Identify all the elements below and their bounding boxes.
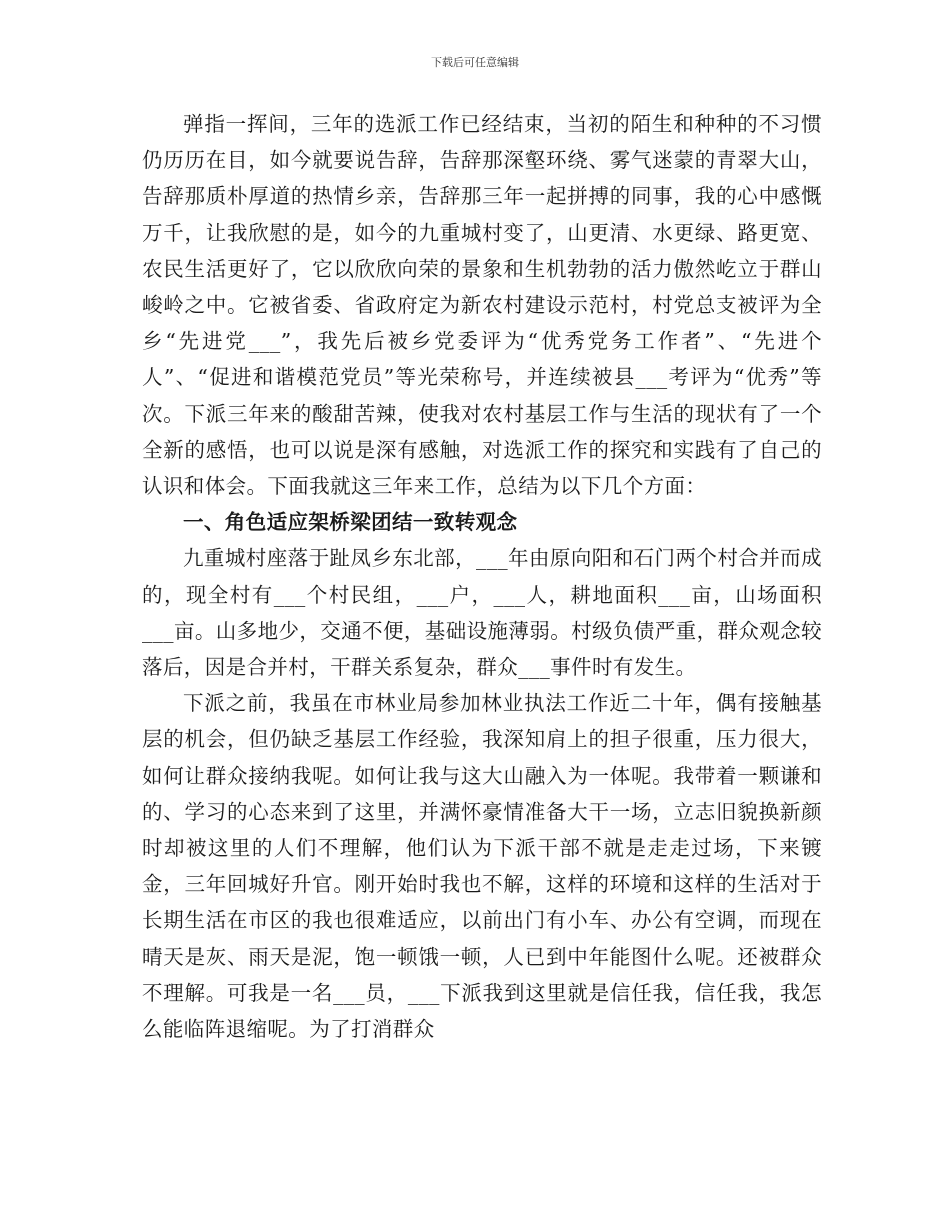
paragraph-intro: 弹指一挥间，三年的选派工作已经结束，当初的陌生和种种的不习惯仍历历在目，如今就要说告辞，告辞那深壑环绕、雾气迷蒙的青翠大山，告辞那质朴厚道的热情乡亲，告辞那三年一起拼搏的同事，我的心中感慨万千，让我欣慰的是，如今的九重城村变了，山更清、水更绿、路更宽、农民生活更好了，它以欣欣向荣的景象和生机勃勃的活力傲然屹立于群山峻岭之中。它被省委、省政府定为新农村建设示范村，村党总支被评为全乡“先进党___”，我先后被乡党委评为“优秀党务工作者”、“先进个人”、“促进和谐模范党员”等光荣称号，并连续被县___考评为“优秀”等次。下派三年来的酸甜苦辣，使我对农村基层工作与生活的现状有了一个全新的感悟，也可以说是深有感触，对选派工作的探究和实践有了自己的认识和体会。下面我就这三年来工作，总结为以下几个方面： — [142, 112, 822, 499]
document-body — [142, 106, 822, 1047]
page-header: 下载后可任意编辑 — [431, 56, 519, 69]
paragraph-experience: 下派之前，我虽在市林业局参加林业执法工作近二十年，偶有接触基层的机会，但仍缺乏基层工作经验，我深知肩上的担子很重，压力很大，如何让群众接纳我呢。如何让我与这大山融入为一体呢。我带着一颗谦和的、学习的心态来到了这里，并满怀豪情准备大干一场，立志旧貌换新颜时却被这里的人们不理解，他们认为下派干部不就是走走过场，下来镀金，三年回城好升官。刚开始时我也不解，这样的环境和这样的生活对于长期生活在市区的我也很难适应，以前出门有小车、办公有空调，而现在晴天是灰、雨天是泥，饱一顿饿一顿，人已到中年能图什么呢。还被群众不理解。可我是一名___员，___下派我到这里就是信任我，信任我，我怎么能临阵退缩呢。为了打消群众 — [142, 691, 822, 1042]
paragraph-village: 九重城村座落于趾凤乡东北部，___年由原向阳和石门两个村合并而成的，现全村有___个村民组，___户，___人，耕地面积___亩，山场面积___亩。山多地少，交通不便，基础设施薄弱。村级负债严重，群众观念较落后，因是合并村，干群关系复杂，群众___事件时有发生。 — [142, 546, 822, 680]
section-heading-1: 一、角色适应架桥梁团结一致转观念 — [183, 510, 518, 535]
